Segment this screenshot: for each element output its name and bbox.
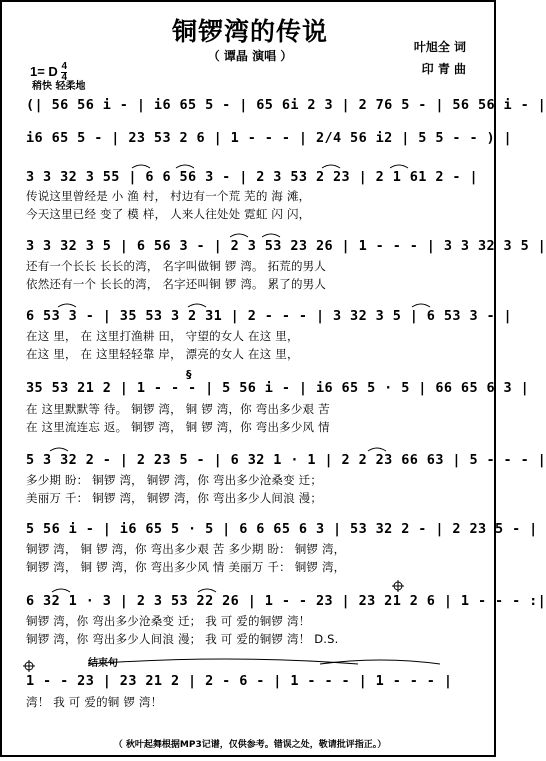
notation-line: 35 53 21 2 | 1 - - - | 5 56 i - | i6 65 5 · 5 | 66 65 6 3 |: [26, 380, 530, 396]
notation-line: 5 56 i - | i6 65 5 · 5 | 6 6 65 6 3 | 53 32 2 - | 2 23 5 - |: [26, 521, 538, 537]
key-label: 1= D: [30, 63, 58, 79]
svg-text:§: §: [186, 368, 192, 381]
slur-mark: [50, 448, 68, 451]
time-sig-top: 4: [61, 61, 68, 72]
notation-line: 3 3 32 3 5 | 6 56 3 - | 2 3 53 23 26 | 1 - - - | 3 3 32 3 5 |: [26, 238, 546, 254]
slur-mark: [176, 165, 194, 168]
notation-line: 6 32 1 · 3 | 2 3 53 22 26 | 1 - - 23 | 23 21 2 6 | 1 - - - :|: [26, 593, 546, 609]
lyric-line: 在这 里， 在 这里打渔耕 田， 守望的女人 在这 里，: [26, 329, 299, 343]
segno-mark: [186, 368, 192, 381]
slur-mark: [58, 304, 76, 307]
slur-mark: [132, 165, 150, 168]
slur-mark: [412, 304, 430, 307]
lyric-line: 铜锣 湾， 铜 锣 湾，你 弯出多少风 情 美丽万 千： 铜锣 湾，: [26, 560, 346, 574]
lyric-line: 铜锣 湾，你 弯出多少沧桑变 迁； 我 可 爱的铜锣 湾！: [26, 614, 311, 628]
notation-line: 5 3 32 2 - | 2 23 5 - | 6 32 1 · 1 | 2 2 23 66 63 | 5 - - - |: [26, 452, 546, 468]
lyric-line: 传说这里曾经是 小 渔 村， 村边有一个荒 芜的 海 滩，: [26, 189, 311, 203]
notation-line: 3 3 32 3 55 | 6 6 56 3 - | 2 3 53 2 23 | 2 1 61 2 - |: [26, 169, 478, 185]
lyric-line: 湾！ 我 可 爱的铜 锣 湾！: [26, 695, 163, 709]
coda-mark: [23, 580, 404, 672]
lyric-line: 在 这里流连忘 返。 铜锣 湾， 铜 锣 湾，你 弯出多少风 情: [26, 420, 330, 434]
slur-mark: [368, 448, 386, 451]
ending-label: 结束句: [88, 658, 118, 669]
notation-line: 6 53 3 - | 35 53 3 2 31 | 2 - - - | 3 32 3 5 | 6 53 3 - |: [26, 308, 513, 324]
slur-mark: [320, 660, 440, 664]
slur-mark: [52, 589, 70, 592]
lyric-line: 铜锣 湾，你 弯出多少人间浪 漫； 我 可 爱的铜锣 湾！ D.S.: [26, 632, 339, 646]
lyricist-credit: 叶旭全 词: [413, 40, 466, 54]
slur-mark: [262, 234, 280, 237]
composer-credit: 印 青 曲: [421, 62, 466, 76]
lyric-line: 美丽万 千： 铜锣 湾， 铜锣 湾，你 弯出多少人间浪 漫；: [26, 491, 323, 505]
lyric-line: 多少期 盼： 铜锣 湾， 铜锣 湾，你 弯出多少沧桑变 迁；: [26, 473, 323, 487]
singer-credit: （ 谭晶 演唱 ）: [207, 49, 293, 63]
transcriber-note: （ 秋叶起舞根据MP3记谱，仅供参考。错误之处，敬请批评指正。）: [113, 740, 387, 750]
notation-line: i6 65 5 - | 23 53 2 6 | 1 - - - | 2/4 56 i2 | 5 5 - - ) |: [26, 130, 513, 146]
notation-line: (| 56 56 i - | i6 65 5 - | 65 6i 2 3 | 2 76 5 - | 56 56 i - |: [26, 97, 546, 113]
lyric-line: 依然还有一个 长长的湾， 名字还叫铜 锣 湾。 累了的男人: [26, 277, 327, 291]
slur-mark: [390, 165, 408, 168]
slur-mark: [322, 165, 340, 168]
time-sig-bottom: 4: [61, 72, 68, 83]
slur-mark: [188, 304, 206, 307]
slur-mark: [230, 234, 248, 237]
song-title: 铜锣湾的传说: [171, 17, 328, 46]
lyric-line: 在 这里默默等 待。 铜锣 湾， 铜 锣 湾，你 弯出多少艰 苦: [26, 402, 330, 416]
lyric-line: 今天这里已经 变了 模 样， 人来人往处处 霓虹 闪 闪，: [26, 207, 311, 221]
slur-mark: [198, 589, 216, 592]
tempo-marking: 稍快 轻柔地: [32, 81, 86, 92]
notation-line: 1 - - 23 | 23 21 2 | 2 - 6 - | 1 - - - | 1 - - - |: [26, 673, 453, 689]
lyric-line: 还有一个长长 长长的湾， 名字叫做铜 锣 湾。 拓荒的男人: [26, 259, 327, 273]
lyric-line: 铜锣 湾， 铜 锣 湾，你 弯出多少艰 苦 多少期 盼： 铜锣 湾，: [26, 542, 346, 556]
slur-mark: [88, 659, 358, 664]
lyric-line: 在这 里， 在 这里轻轻靠 岸， 漂亮的女人 在这 里，: [26, 347, 299, 361]
